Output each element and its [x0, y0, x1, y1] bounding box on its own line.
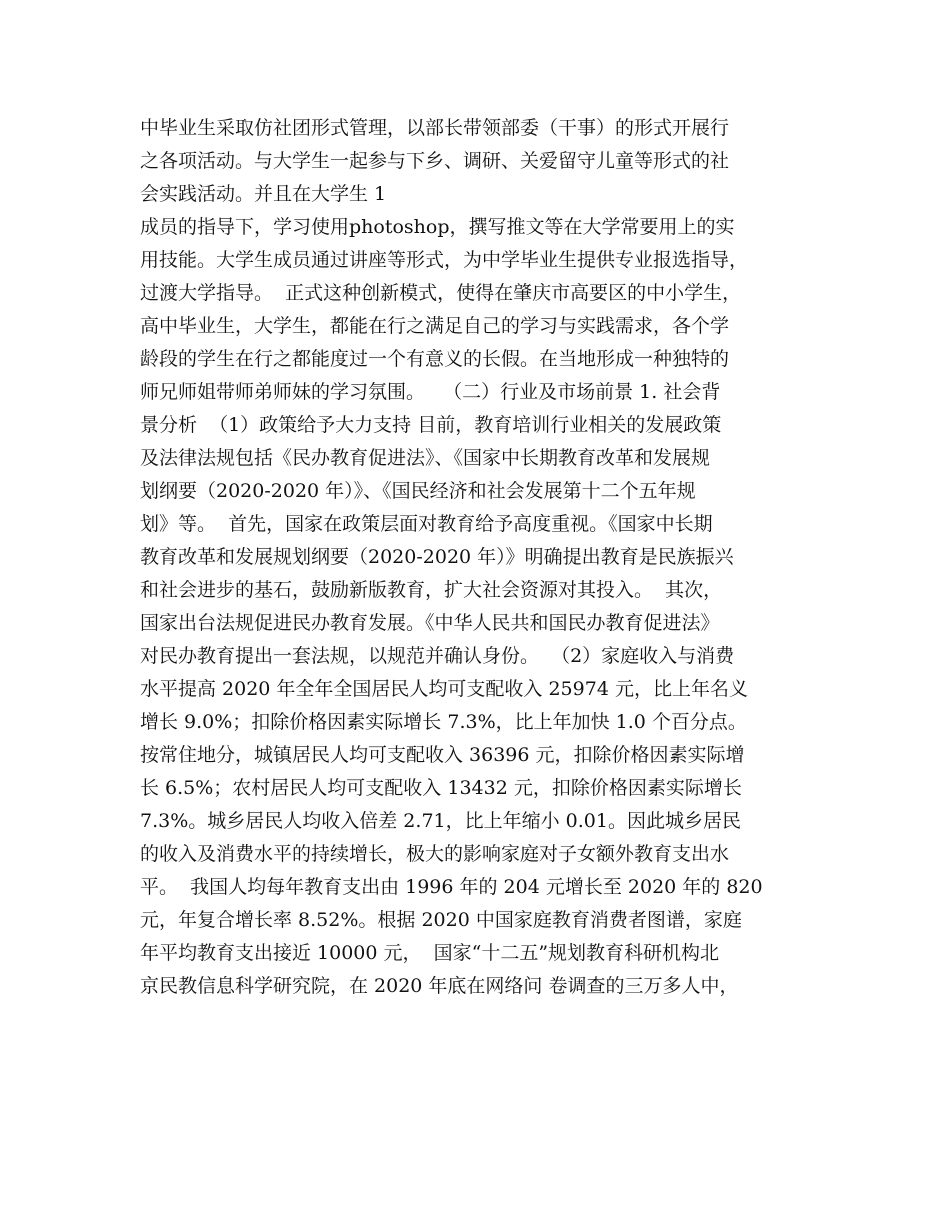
- text-line: 水平提高 2020 年全年全国居民人均可支配收入 25974 元，比上年名义: [140, 678, 748, 700]
- text-line: 用技能。大学生成员通过讲座等形式，为中学毕业生提供专业报选指导，: [140, 249, 749, 271]
- text-line: 元，年复合增长率 8.52%。根据 2020 中国家庭教育消费者图谱，家庭: [140, 909, 742, 931]
- text-line: 会实践活动。并且在大学生 1: [140, 183, 387, 205]
- text-line: 龄段的学生在行之都能度过一个有意义的长假。在当地形成一种独特的: [140, 348, 730, 370]
- text-line: 划》等。 首先，国家在政策层面对教育给予高度重视。《国家中长期: [140, 513, 713, 535]
- text-line: 教育改革和发展规划纲要（2020-2020 年）》明确提出教育是民族振兴: [140, 546, 734, 568]
- text-line: 平。 我国人均每年教育支出由 1996 年的 204 元增长至 2020 年的 820: [140, 876, 763, 898]
- text-line: 中毕业生采取仿社团形式管理，以部长带领部委（干事）的形式开展行: [140, 117, 730, 139]
- body-text: [140, 112, 840, 1003]
- text-line: 过渡大学指导。 正式这种创新模式，使得在肇庆市高要区的中小学生，: [140, 282, 742, 304]
- text-line: 增长 9.0%；扣除价格因素实际增长 7.3%，比上年加快 1.0 个百分点。: [140, 711, 747, 733]
- text-line: 和社会进步的基石，鼓励新版教育，扩大社会资源对其投入。 其次，: [140, 579, 723, 601]
- text-line: 京民教信息科学研究院，在 2020 年底在网络问 卷调查的三万多人中，: [140, 975, 739, 997]
- text-line: 长 6.5%；农村居民人均可支配收入 13432 元，扣除价格因素实际增长: [140, 777, 742, 799]
- text-line: 划纲要（2020-2020 年）》、《国民经济和社会发展第十二个五年规: [140, 480, 696, 502]
- text-line: 高中毕业生，大学生，都能在行之满足自己的学习与实践需求，各个学: [140, 315, 730, 337]
- text-line: 按常住地分，城镇居民人均可支配收入 36396 元，扣除价格因素实际增: [140, 744, 745, 766]
- text-line: 成员的指导下，学习使用photoshop，撰写推文等在大学常要用上的实: [140, 216, 735, 238]
- text-line: 师兄师姐带师弟师妹的学习氛围。 （二）行业及市场前景 1. 社会背: [140, 381, 721, 403]
- text-line: 之各项活动。与大学生一起参与下乡、调研、关爱留守儿童等形式的社: [140, 150, 730, 172]
- text-line: 7.3%。城乡居民人均收入倍差 2.71，比上年缩小 0.01。因此城乡居民: [140, 810, 741, 832]
- text-line: 国家出台法规促进民办教育发展。《中华人民共和国民办教育促进法》: [140, 612, 720, 634]
- text-line: 年平均教育支出接近 10000 元， 国家“十二五”规划教育科研机构北: [140, 942, 720, 964]
- text-line: 景分析 （1）政策给予大力支持 目前，教育培训行业相关的发展政策: [140, 414, 722, 436]
- text-line: 对民办教育提出一套法规，以规范并确认身份。 （2）家庭收入与消费: [140, 645, 735, 667]
- text-line: 的收入及消费水平的持续增长，极大的影响家庭对子女额外教育支出水: [140, 843, 730, 865]
- text-line: 及法律法规包括《民办教育促进法》、《国家中长期教育改革和发展规: [140, 447, 711, 469]
